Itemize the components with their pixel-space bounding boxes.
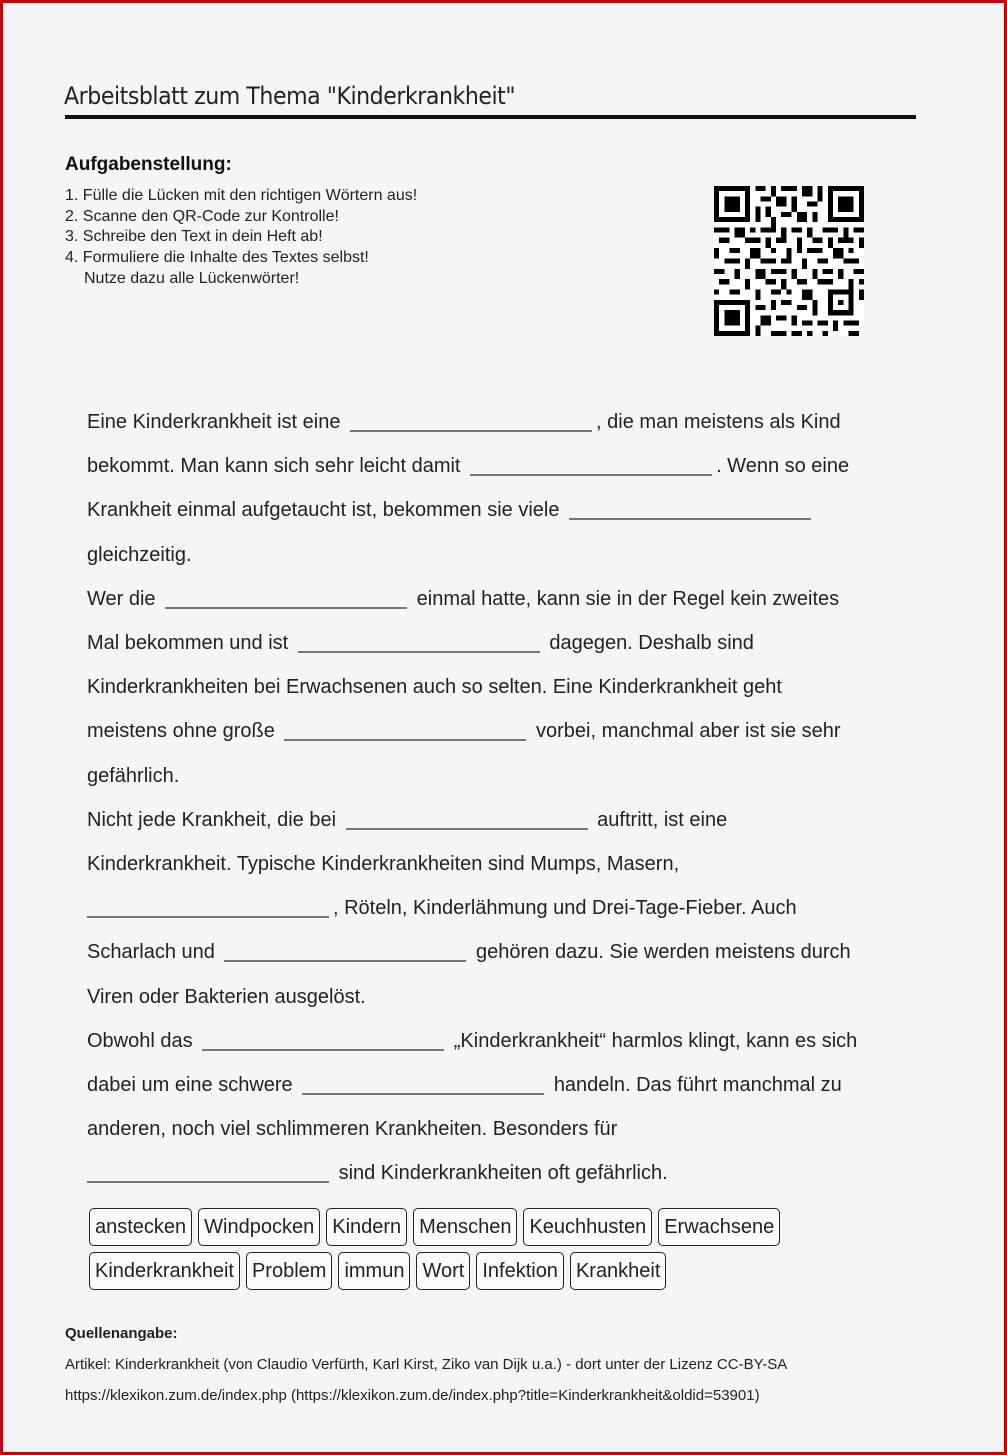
blank-field[interactable] [302,1069,544,1095]
text-line [87,444,917,488]
source-link[interactable]: https://klexikon.zum.de/index.php (https://klexikon.zum.de/index.php?title=Kinderkrankheit&oldid=53901) [65,1387,760,1404]
text-line [87,488,917,532]
text-fragment: Eine Kinderkrankheit ist eine [87,411,341,433]
word-chip[interactable]: immun [338,1252,410,1290]
text-fragment: sind Kinderkrankheiten oft gefährlich. [338,1162,668,1185]
word-chip[interactable]: anstecken [89,1208,192,1246]
instructions-list [65,186,417,290]
blank-field[interactable] [284,715,526,741]
text-fragment: gefährlich. [87,764,180,787]
text-fragment: auftritt, ist eine [597,808,728,831]
sources-section [65,1318,965,1411]
word-bank [89,1208,889,1296]
text-fragment: anderen, noch viel schlimmeren Krankheiten. Besonders für [87,1118,618,1141]
instruction-item: 2. Scanne den QR-Code zur Kontrolle! [65,207,339,225]
text-fragment: meistens ohne große [87,720,275,743]
word-chip[interactable]: Problem [246,1252,332,1290]
word-chip[interactable]: Kinderkrankheit [89,1252,240,1290]
text-line [87,754,917,798]
word-chip[interactable]: Erwachsene [658,1208,780,1246]
text-fragment: Viren oder Bakterien ausgelöst. [87,985,366,1008]
text-fragment: Nicht jede Krankheit, die bei [87,808,337,831]
instructions-heading: Aufgabenstellung: [65,154,232,175]
blank-field[interactable] [87,1157,329,1183]
text-line [87,842,917,886]
text-fragment: , Röteln, Kinderlähmung und Drei-Tage-Fieber. Auch [333,897,797,920]
text-fragment: Mal bekommen und ist [87,632,289,655]
text-fragment: . Wenn so eine [716,455,850,478]
word-chip[interactable]: Keuchhusten [523,1208,652,1246]
text-line [87,1151,917,1195]
text-fragment: einmal hatte, kann sie in der Regel kein zweites [416,587,840,610]
text-line [87,709,917,753]
title-underline [65,115,916,119]
text-fragment: bekommt. Man kann sich sehr leicht damit [87,455,461,478]
instruction-item: 1. Fülle die Lücken mit den richtigen Wörtern aus! [65,187,418,204]
word-chip[interactable]: Infektion [476,1252,564,1290]
text-line [87,400,917,444]
text-fragment: gehören dazu. Sie werden meistens durch [476,941,851,964]
text-fragment: „Kinderkrankheit“ harmlos klingt, kann es sich [453,1029,858,1052]
text-fragment: vorbei, manchmal aber ist sie sehr [536,720,841,743]
text-line [87,577,917,621]
text-fragment: gleichzeitig. [87,543,192,566]
text-fragment: Kinderkrankheiten bei Erwachsenen auch so selten. Eine Kinderkrankheit geht [87,676,782,699]
instruction-item: 3. Schreibe den Text in dein Heft ab! [65,228,323,246]
text-fragment: Krankheit einmal aufgetaucht ist, bekommen sie viele [87,499,560,522]
text-fragment: dabei um eine schwere [87,1074,293,1097]
blank-field[interactable] [87,892,329,918]
qr-code-icon[interactable] [714,186,864,336]
blank-field[interactable] [165,583,407,609]
instruction-item: Nutze dazu alle Lückenwörter! [84,269,300,287]
source-article: Artikel: Kinderkrankheit (von Claudio Verfürth, Karl Kirst, Ziko van Dijk u.a.) - dort unter der Lizenz CC-BY-SA [65,1356,788,1373]
text-line [87,665,917,709]
word-chip[interactable]: Krankheit [570,1252,667,1290]
blank-field[interactable] [298,627,540,653]
blank-field[interactable] [224,936,466,962]
word-chip[interactable]: Menschen [413,1208,517,1246]
text-fragment: Scharlach und [87,941,215,964]
word-chip[interactable]: Kindern [326,1208,407,1246]
blank-field[interactable] [569,494,811,520]
text-fragment: handeln. Das führt manchmal zu [553,1074,842,1097]
blank-field[interactable] [470,450,712,476]
blank-field[interactable] [346,804,588,830]
word-bank-row [89,1208,889,1246]
sources-heading: Quellenangabe: [65,1325,178,1342]
text-line [87,1063,917,1107]
cloze-text [87,400,917,1196]
text-line [87,533,917,577]
text-line [87,798,917,842]
text-line [87,886,917,930]
text-fragment: Wer die [87,587,156,610]
text-line [87,975,917,1019]
instruction-item: 4. Formuliere die Inhalte des Textes selbst! [65,249,369,267]
word-chip[interactable]: Wort [416,1252,470,1290]
text-fragment: Obwohl das [87,1029,193,1052]
word-chip[interactable]: Windpocken [198,1208,320,1246]
word-bank-row [89,1252,889,1290]
page-title: Arbeitsblatt zum Thema "Kinderkrankheit" [64,82,516,110]
blank-field[interactable] [202,1025,444,1051]
text-line [87,1019,917,1063]
text-line [87,1107,917,1151]
text-fragment: , die man meistens als Kind [596,411,841,433]
text-fragment: Kinderkrankheit. Typische Kinderkrankheiten sind Mumps, Masern, [87,853,680,876]
blank-field[interactable] [350,406,592,432]
text-fragment: dagegen. Deshalb sind [549,632,754,655]
text-line [87,621,917,665]
text-line [87,930,917,974]
